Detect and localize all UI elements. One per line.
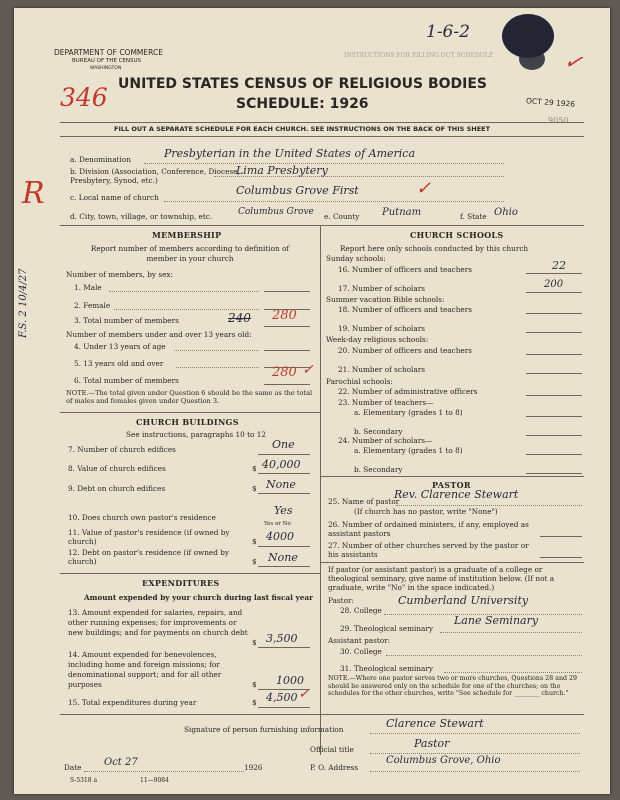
summer-schools-label: Summer vacation Bible schools:	[326, 295, 445, 304]
side-note: F.S. 2 10/4/27	[18, 268, 29, 338]
answer-line	[540, 557, 582, 558]
dots	[114, 309, 259, 310]
pastor-sublabel: Pastor:	[328, 596, 354, 605]
q15-label: 15. Total expenditures during year	[68, 698, 197, 707]
q17-value: 200	[544, 279, 564, 290]
answer-line	[258, 566, 310, 567]
q6-label: 6. Total number of members	[74, 376, 179, 385]
instruction-line: FILL OUT A SEPARATE SCHEDULE FOR EACH CHURCH. SEE INSTRUCTIONS ON THE BACK OF THIS SHEET	[114, 125, 491, 133]
q3-struck-value: 240	[228, 311, 251, 325]
dollar-sign: $	[252, 638, 257, 647]
dollar-sign: $	[252, 680, 257, 689]
membership-intro: Report number of members according to definition of member in your church	[90, 244, 290, 263]
q1-label: 1. Male	[74, 283, 102, 292]
q5-label: 5. 13 years old and over	[74, 359, 164, 368]
q10-hint: Yes or No	[264, 521, 291, 527]
dots	[444, 672, 582, 673]
schools-heading: CHURCH SCHOOLS	[410, 230, 504, 240]
bureau-label: BUREAU OF THE CENSUS	[72, 58, 142, 64]
department-label: DEPARTMENT OF COMMERCE	[54, 48, 163, 57]
q10-value: Yes	[274, 504, 293, 517]
q16-value: 22	[552, 259, 566, 272]
weekday-schools-label: Week-day religious schools:	[326, 335, 429, 344]
q27-label: 27. Number of other churches served by the pastor or his assistants	[328, 541, 529, 559]
q31-label: 31. Theological seminary	[340, 664, 433, 673]
q15-value: 4,500	[266, 691, 298, 704]
city-field-label: d. City, town, village, or township, etc.	[70, 212, 213, 221]
red-schedule-number: 346	[60, 83, 108, 112]
red-check: ✓	[298, 686, 310, 702]
q23-label: 23. Number of teachers—	[338, 398, 434, 407]
dollar-sign: $	[252, 698, 257, 707]
answer-line	[526, 435, 582, 436]
signature-value: Clarence Stewart	[386, 717, 484, 730]
by-sex-label: Number of members, by sex:	[66, 270, 173, 279]
q9-value: None	[266, 478, 296, 491]
answer-line	[540, 536, 582, 537]
q19-label: 19. Number of scholars	[338, 324, 425, 333]
schools-intro: Report here only schools conducted by this church	[340, 244, 529, 253]
q7-label: 7. Number of church edifices	[68, 445, 176, 454]
q23b-label: b. Secondary	[354, 427, 403, 436]
official-title-label: Official title	[310, 745, 354, 754]
q24b-label: b. Secondary	[354, 465, 403, 474]
dots	[386, 655, 582, 656]
answer-line	[258, 546, 310, 547]
membership-note: NOTE.—The total given under Question 6 should be the same as the total of males and females given under Question 3.	[66, 389, 313, 405]
membership-heading: MEMBERSHIP	[152, 230, 222, 240]
faint-instructions-title: INSTRUCTIONS FOR FILLING OUT SCHEDULE	[344, 52, 494, 59]
answer-line	[258, 473, 310, 474]
q20-label: 20. Number of officers and teachers	[338, 346, 472, 355]
q13-label: 13. Amount expended for salaries, repairs, and other running expenses; for improvements or new buildings; and for payments on church debt	[68, 608, 248, 637]
denomination-label: a. Denomination	[70, 155, 131, 164]
red-check: ✓	[302, 362, 314, 378]
date-year: 1926	[244, 763, 263, 772]
q7-value: One	[272, 438, 295, 451]
q17-label: 17. Number of scholars	[338, 284, 425, 293]
q6-value: 280	[272, 365, 297, 380]
dollar-sign: $	[252, 557, 257, 566]
q9-label: 9. Debt on church edifices	[68, 484, 166, 493]
q2-label: 2. Female	[74, 301, 111, 310]
form-title: UNITED STATES CENSUS OF RELIGIOUS BODIES	[118, 76, 488, 92]
q22-label: 22. Number of administrative officers	[338, 387, 478, 396]
date-label: Date	[64, 763, 82, 772]
top-number: 1-6-2	[426, 22, 470, 42]
answer-line	[526, 273, 582, 274]
q23a-label: a. Elementary (grades 1 to 8)	[354, 408, 463, 417]
division-value: Lima Presbytery	[236, 164, 328, 177]
q28-value: Cumberland University	[398, 594, 529, 607]
state-value: Ohio	[494, 207, 518, 218]
rule	[60, 573, 320, 574]
pastor-note: NOTE.—Where one pastor serves two or more churches, Questions 28 and 29 should be answered only on the schedule for one of the churches; on the schedules for the other churches, write "See schedule for ________ church."	[328, 675, 578, 697]
dots	[370, 771, 580, 772]
answer-line	[526, 416, 582, 417]
signature-label: Signature of person furnishing information	[184, 725, 344, 734]
dots	[164, 201, 504, 202]
dots	[396, 505, 582, 506]
q14-value: 1000	[276, 674, 304, 687]
answer-line	[526, 354, 582, 355]
answer-line	[258, 454, 310, 455]
q8-value: 40,000	[262, 458, 301, 471]
q3-label: 3. Total number of members	[74, 316, 179, 325]
city-value: Columbus Grove	[238, 207, 314, 217]
answer-line	[264, 291, 310, 292]
q8-label: 8. Value of church edifices	[68, 464, 166, 473]
dots	[370, 733, 580, 734]
dots	[174, 350, 259, 351]
q14-label: 14. Amount expended for benevolences, including home and foreign missions; for denominational support; and for all other purposes	[68, 650, 222, 689]
answer-line	[526, 332, 582, 333]
q10-label: 10. Does church own pastor's residence	[68, 513, 216, 522]
dollar-sign: $	[252, 484, 257, 493]
q25-hint: (If church has no pastor, write "None")	[354, 507, 498, 516]
answer-line	[264, 384, 310, 385]
q29-label: 29. Theological seminary	[340, 624, 433, 633]
schedule-title: SCHEDULE: 1926	[236, 96, 369, 112]
red-side-mark: R	[22, 176, 45, 211]
q24-label: 24. Number of scholars—	[338, 436, 433, 445]
q13-value: 3,500	[266, 632, 298, 645]
dots	[176, 367, 259, 368]
dots	[109, 291, 259, 292]
q12-label: 12. Debt on pastor's residence (if owned by church)	[68, 548, 230, 566]
expenditures-heading: EXPENDITURES	[142, 578, 220, 588]
rule	[60, 136, 584, 137]
q21-label: 21. Number of scholars	[338, 365, 425, 374]
faint-code: 9050	[548, 116, 569, 125]
answer-line	[526, 292, 582, 293]
dots	[84, 771, 244, 772]
denomination-value: Presbyterian in the United States of America	[164, 147, 416, 160]
rule	[60, 122, 584, 123]
q11-label: 11. Value of pastor's residence (if owned by church)	[68, 528, 230, 546]
dollar-sign: $	[252, 464, 257, 473]
buildings-subtitle: See instructions, paragraphs 10 to 12	[126, 430, 267, 439]
address-label: P. O. Address	[310, 763, 359, 772]
answer-line	[258, 707, 310, 708]
rule	[60, 412, 320, 413]
q11-value: 4000	[266, 530, 294, 543]
answer-line	[258, 493, 310, 494]
q29-value: Lane Seminary	[454, 614, 539, 627]
rule	[320, 476, 584, 477]
answer-line	[264, 326, 310, 327]
received-stamp: OCT 29 1926	[525, 96, 576, 109]
pastor-heading: PASTOR	[432, 480, 471, 490]
college-note: If pastor (or assistant pastor) is a graduate of a college or theological seminary, give name of institution below. (If not a graduate, write "No" in the space indicated.)	[328, 565, 555, 592]
church-name-value: Columbus Grove First	[236, 184, 359, 197]
rule	[60, 714, 584, 715]
expenditures-intro: Amount expended by your church during last fiscal year	[84, 593, 313, 602]
red-check-top: ✓	[561, 48, 585, 77]
official-title-value: Pastor	[414, 737, 450, 750]
q4-label: 4. Under 13 years of age	[74, 342, 166, 351]
address-value: Columbus Grove, Ohio	[386, 755, 501, 766]
by-age-label: Number of members under and over 13 years old:	[66, 330, 252, 339]
church-name-label: c. Local name of church	[70, 193, 159, 202]
answer-line	[526, 373, 582, 374]
q3-value: 280	[272, 308, 297, 323]
q18-label: 18. Number of officers and teachers	[338, 305, 472, 314]
q12-value: None	[268, 551, 298, 564]
dots	[440, 632, 582, 633]
answer-line	[526, 313, 582, 314]
census-schedule-page	[14, 8, 610, 794]
form-code: S-5318 a	[70, 777, 98, 784]
answer-line	[264, 350, 310, 351]
dots	[370, 753, 580, 754]
city-label: WASHINGTON	[90, 66, 122, 71]
assistant-sublabel: Assistant pastor:	[328, 636, 391, 645]
answer-line	[526, 454, 582, 455]
state-label: f. State	[460, 212, 487, 221]
q30-label: 30. College	[340, 647, 382, 656]
ink-blot-drip	[519, 48, 545, 70]
division-label: b. Division (Association, Conference, Diocese, Presbytery, Synod, etc.)	[70, 167, 240, 185]
county-value: Putnam	[382, 207, 422, 218]
answer-line	[526, 473, 582, 474]
answer-line	[526, 395, 582, 396]
column-divider	[320, 225, 321, 755]
buildings-heading: CHURCH BUILDINGS	[136, 417, 239, 427]
dollar-sign: $	[252, 537, 257, 546]
print-code: 11—9084	[140, 777, 169, 784]
rule	[60, 225, 584, 226]
answer-line	[258, 647, 310, 648]
sunday-schools-label: Sunday schools:	[326, 254, 386, 263]
q26-label: 26. Number of ordained ministers, if any, employed as assistant pastors	[328, 520, 529, 538]
q16-label: 16. Number of officers and teachers	[338, 265, 472, 274]
q25-label: 25. Name of pastor	[328, 497, 400, 506]
q24a-label: a. Elementary (grades 1 to 8)	[354, 446, 463, 455]
date-value: Oct 27	[104, 757, 138, 768]
parochial-schools-label: Parochial schools:	[326, 377, 393, 386]
county-label: e. County	[324, 212, 360, 221]
q28-label: 28. College	[340, 606, 382, 615]
red-check: ✓	[416, 178, 432, 199]
q25-value: Rev. Clarence Stewart	[394, 488, 519, 501]
rule	[320, 562, 584, 563]
